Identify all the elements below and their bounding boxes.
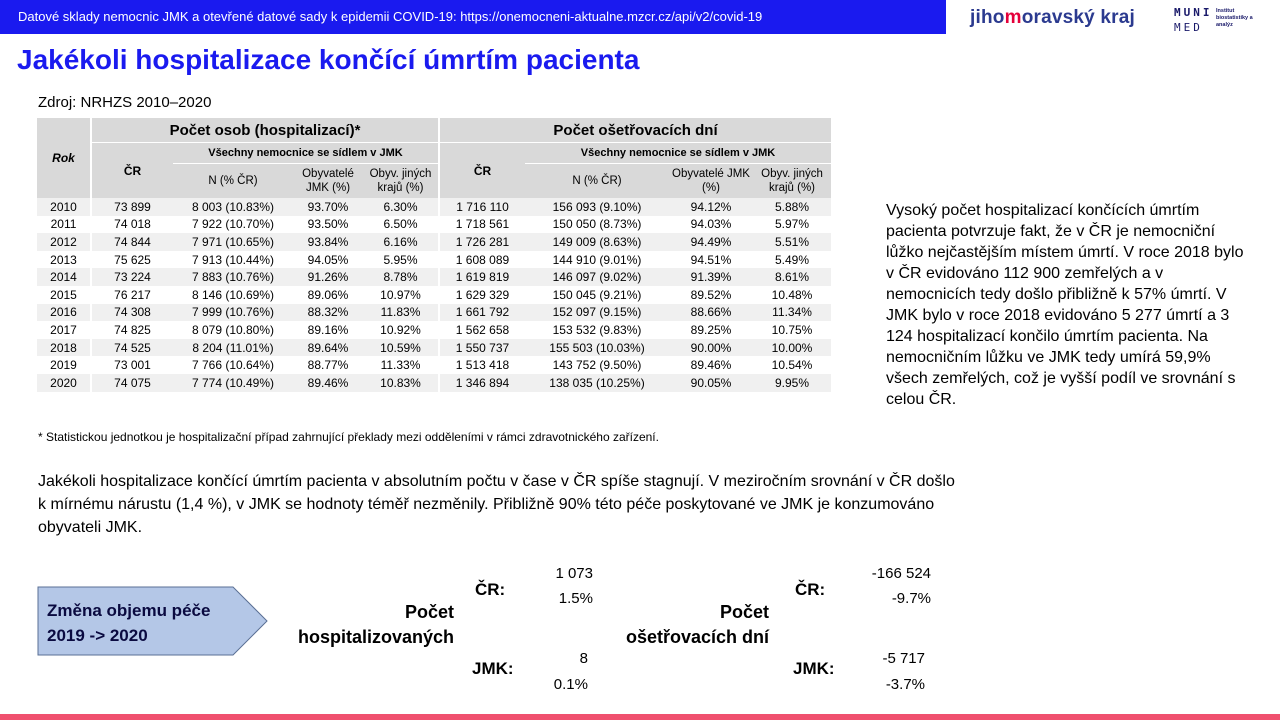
hosp-jmk-pct: 0.1% [553,676,588,693]
header-cr-days: ČR [439,143,525,199]
table-cell-cr1: 75 625 [91,251,173,269]
table-cell-cr2: 1 726 281 [439,233,525,251]
days-cr-label: ČR: [795,580,826,599]
table-cell-rok: 2010 [37,198,91,216]
care-days-label [610,600,769,650]
table-cell-o2: 8.61% [753,268,831,286]
table-cell-rok: 2016 [37,304,91,322]
table-cell-cr2: 1 550 737 [439,339,525,357]
table-cell-o1: 6.50% [363,216,439,234]
table-cell-n2: 138 035 (10.25%) [525,374,669,392]
hosp-cr-abs: 1 073 [555,565,593,582]
table-cell-o1: 10.97% [363,286,439,304]
table-cell-o2: 10.48% [753,286,831,304]
table-cell-rok: 2020 [37,374,91,392]
table-cell-o2: 5.88% [753,198,831,216]
table-cell-j2: 94.49% [669,233,753,251]
jmk-logo [970,7,1135,29]
table-cell-j1: 88.77% [293,356,363,374]
table-row [37,286,831,304]
table-row [37,198,831,216]
table-cell-cr2: 1 513 418 [439,356,525,374]
header-other-days: Obyv. jiných krajů (%) [753,164,831,199]
header-other-persons: Obyv. jiných krajů (%) [363,164,439,199]
table-cell-o2: 10.54% [753,356,831,374]
table-cell-cr1: 74 018 [91,216,173,234]
table-cell-j1: 93.84% [293,233,363,251]
table-cell-o1: 10.59% [363,339,439,357]
table-cell-j1: 89.46% [293,374,363,392]
table-cell-n1: 8 079 (10.80%) [173,321,293,339]
table-cell-n2: 155 503 (10.03%) [525,339,669,357]
table-cell-n1: 8 204 (11.01%) [173,339,293,357]
table-cell-n2: 146 097 (9.02%) [525,268,669,286]
jmk-logo-part1: jiho [970,7,1005,28]
footnote: * Statistickou jednotkou je hospitalizační případ zahrnující překlady mezi odděleními v rámci zdravotnického zařízení. [38,430,659,444]
table-cell-rok: 2012 [37,233,91,251]
table-row [37,268,831,286]
table-cell-o2: 10.00% [753,339,831,357]
table-cell-o1: 10.92% [363,321,439,339]
table-cell-n1: 7 999 (10.76%) [173,304,293,322]
table-cell-cr2: 1 716 110 [439,198,525,216]
table-cell-cr2: 1 619 819 [439,268,525,286]
table-row [37,374,831,392]
table-cell-n2: 152 097 (9.15%) [525,304,669,322]
hosp-jmk-label: JMK: [472,659,514,678]
header-cr-persons: ČR [91,143,173,199]
table-cell-cr2: 1 562 658 [439,321,525,339]
table-cell-n1: 7 922 (10.70%) [173,216,293,234]
table-cell-n2: 143 752 (9.50%) [525,356,669,374]
table-cell-j1: 94.05% [293,251,363,269]
table-cell-cr2: 1 629 329 [439,286,525,304]
table-cell-cr2: 1 718 561 [439,216,525,234]
table-cell-j2: 94.03% [669,216,753,234]
table-cell-cr2: 1 661 792 [439,304,525,322]
table-cell-j2: 89.52% [669,286,753,304]
muni-logo-line2: MED [1174,21,1203,34]
care-days-label-line1: Počet [719,602,769,622]
hospitalized-label [298,600,454,650]
table-cell-rok: 2014 [37,268,91,286]
table-cell-o1: 10.83% [363,374,439,392]
days-jmk-pct: -3.7% [885,676,925,693]
side-commentary: Vysoký počet hospitalizací končících úmrtím pacienta potvrzuje fakt, že v ČR je nemocniční lůžko nejčastějším místem úmrtí. V roce 2018 bylo v ČR evidováno 112 900 zemřelých a v nemocnicích tedy došlo přibližně k 57% úmrtí. V JMK bylo v roce 2018 evidováno 5 277 úmrtí a 3 124 hospitalizací končilo úmrtím pacienta. Na nemocničním lůžku ve JMK tedy umírá 59,9% všech zemřelých, což je vyšší podíl ve srovnání s celou ČR. [886,202,1244,408]
table-cell-rok: 2019 [37,356,91,374]
header-jmk-persons: Obyvatelé JMK (%) [293,164,363,199]
header-jmk-days: Obyvatelé JMK (%) [669,164,753,199]
table-cell-j1: 89.06% [293,286,363,304]
table-row [37,233,831,251]
table-cell-cr1: 74 825 [91,321,173,339]
table-cell-n2: 144 910 (9.01%) [525,251,669,269]
table-cell-cr1: 73 224 [91,268,173,286]
change-volume-box [37,586,269,656]
table-row [37,356,831,374]
table-cell-o2: 5.51% [753,233,831,251]
table-row [37,304,831,322]
table-cell-cr1: 74 308 [91,304,173,322]
table-cell-o1: 8.78% [363,268,439,286]
table-row [37,251,831,269]
table-cell-o2: 5.97% [753,216,831,234]
days-jmk-label: JMK: [793,659,835,678]
table-cell-n2: 149 009 (8.63%) [525,233,669,251]
change-volume-label [47,598,210,648]
table-cell-rok: 2018 [37,339,91,357]
table-cell-n1: 7 971 (10.65%) [173,233,293,251]
hosp-jmk-abs: 8 [579,650,588,667]
table-cell-n2: 150 045 (9.21%) [525,286,669,304]
table-cell-rok: 2011 [37,216,91,234]
source-bar: Datové sklady nemocnic JMK a otevřené datové sady k epidemii COVID-19: https://onemocneni-aktualne.mzcr.cz/api/v2/covid-19 [0,0,946,34]
days-cr-pct: -9.7% [891,590,931,607]
days-jmk-abs: -5 717 [882,650,925,667]
change-volume-line1: Změna objemu péče [47,601,211,620]
table-cell-cr1: 74 075 [91,374,173,392]
table-cell-cr1: 73 001 [91,356,173,374]
header-group-persons: Počet osob (hospitalizací)* [91,118,439,143]
table-cell-rok: 2017 [37,321,91,339]
jmk-logo-part2: m [1004,7,1022,28]
table-cell-j2: 94.12% [669,198,753,216]
table-row [37,339,831,357]
table-cell-o2: 10.75% [753,321,831,339]
table-cell-j2: 91.39% [669,268,753,286]
table-cell-j2: 90.00% [669,339,753,357]
table-cell-cr1: 74 844 [91,233,173,251]
table-cell-j1: 93.70% [293,198,363,216]
source-label: Zdroj: NRHZS 2010–2020 [38,94,212,111]
table-cell-j1: 89.16% [293,321,363,339]
table-cell-j1: 93.50% [293,216,363,234]
table-cell-j2: 89.25% [669,321,753,339]
header-sub-days: Všechny nemocnice se sídlem v JMK [525,143,831,164]
table-cell-cr1: 76 217 [91,286,173,304]
jmk-logo-part3: oravský kraj [1021,7,1136,28]
table-cell-cr1: 74 525 [91,339,173,357]
table-cell-n2: 150 050 (8.73%) [525,216,669,234]
care-days-label-line2: ošetřovacích dní [625,627,769,647]
hosp-cr-label: ČR: [475,580,506,599]
days-cr-abs: -166 524 [871,565,931,582]
header-n-days: N (% ČR) [525,164,669,199]
summary-paragraph: Jakékoli hospitalizace končící úmrtím pacienta v absolutním počtu v čase v ČR spíše stagnují. V meziročním srovnání v ČR došlo k mírnému nárustu (1,4 %), v JMK se hodnoty téměř nezměnily. Přibližně 90% této péče poskytované ve JMK je konzumováno obyvateli JMK. [38,473,955,536]
table-cell-j2: 94.51% [669,251,753,269]
table-cell-n1: 7 766 (10.64%) [173,356,293,374]
table-cell-cr2: 1 608 089 [439,251,525,269]
hospitalization-table [37,118,831,392]
table-cell-o1: 6.30% [363,198,439,216]
table-cell-o1: 6.16% [363,233,439,251]
table-cell-n1: 7 883 (10.76%) [173,268,293,286]
table-cell-o2: 11.34% [753,304,831,322]
table-cell-n1: 8 003 (10.83%) [173,198,293,216]
muni-med-logo [1174,6,1264,36]
table-cell-j2: 88.66% [669,304,753,322]
table-cell-rok: 2015 [37,286,91,304]
table-cell-j1: 88.32% [293,304,363,322]
bottom-accent-line [0,714,1280,720]
page-title: Jakékoli hospitalizace končící úmrtím pacienta [17,44,640,75]
table-cell-o2: 9.95% [753,374,831,392]
table-cell-cr2: 1 346 894 [439,374,525,392]
table-cell-o2: 5.49% [753,251,831,269]
table-row [37,321,831,339]
table-cell-o1: 5.95% [363,251,439,269]
table-cell-j1: 89.64% [293,339,363,357]
change-volume-line2: 2019 -> 2020 [47,626,148,645]
table-cell-o1: 11.33% [363,356,439,374]
table-cell-n2: 153 532 (9.83%) [525,321,669,339]
table-cell-n1: 8 146 (10.69%) [173,286,293,304]
table-cell-n1: 7 774 (10.49%) [173,374,293,392]
hosp-cr-pct: 1.5% [558,590,593,607]
hospitalized-label-line2: hospitalizovaných [298,627,455,647]
header-sub-persons: Všechny nemocnice se sídlem v JMK [173,143,439,164]
table-cell-n2: 156 093 (9.10%) [525,198,669,216]
table-cell-j2: 90.05% [669,374,753,392]
header-group-days: Počet ošetřovacích dní [439,118,831,143]
table-cell-n1: 7 913 (10.44%) [173,251,293,269]
header-n-persons: N (% ČR) [173,164,293,199]
table-row [37,216,831,234]
table-cell-rok: 2013 [37,251,91,269]
muni-logo-institute: Institut biostatistiky a analýz [1216,8,1253,28]
muni-logo-line1: MUNI [1174,6,1213,19]
table-cell-cr1: 73 899 [91,198,173,216]
header-rok: Rok [37,118,91,198]
table-cell-j1: 91.26% [293,268,363,286]
table-cell-o1: 11.83% [363,304,439,322]
hospitalized-label-line1: Počet [404,602,454,622]
table-cell-j2: 89.46% [669,356,753,374]
